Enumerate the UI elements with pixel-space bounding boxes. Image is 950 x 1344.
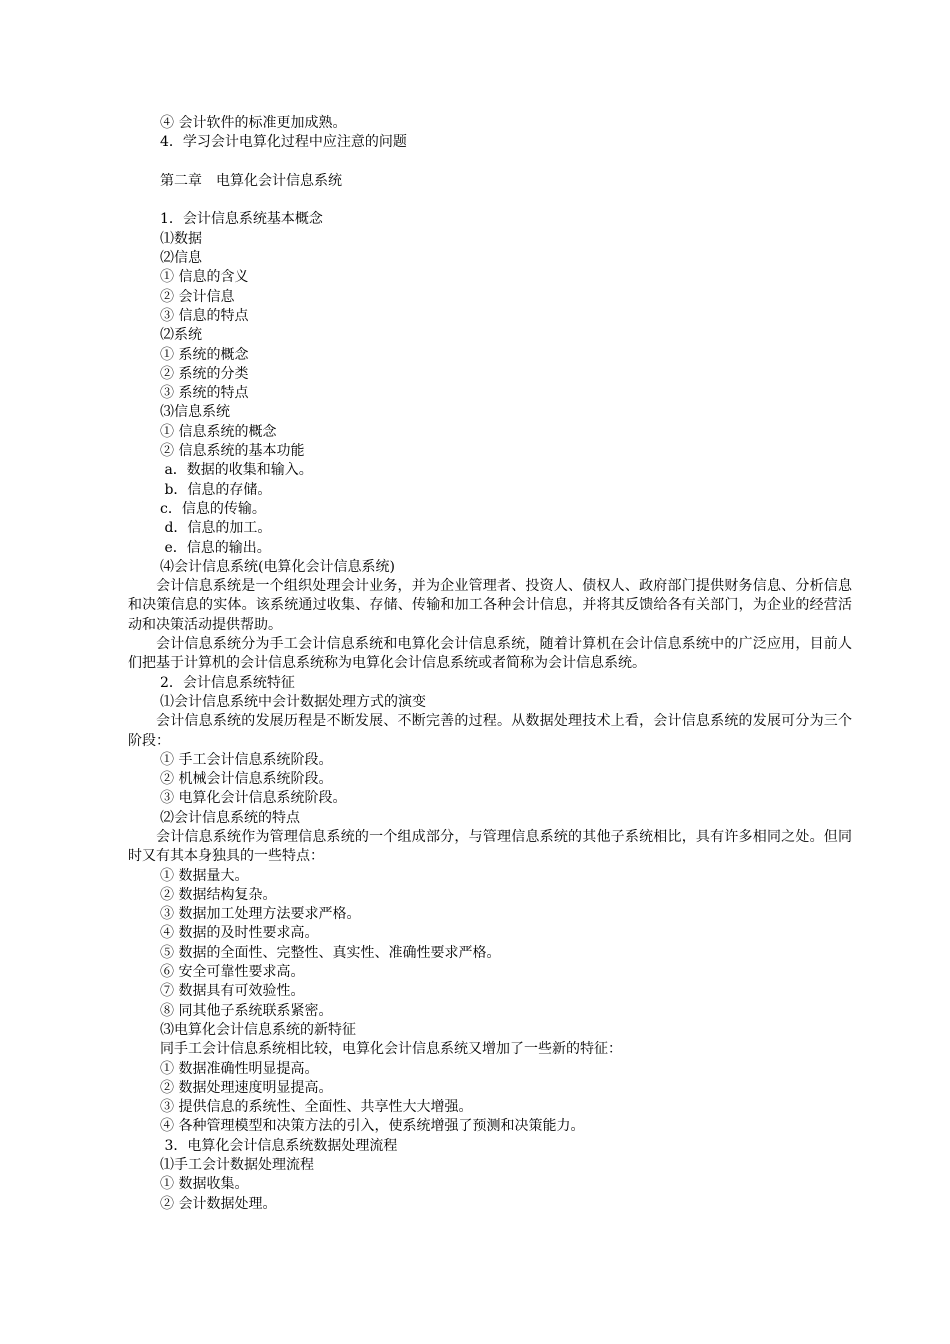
- text-line: 3．电算化会计信息系统数据处理流程: [160, 1137, 398, 1154]
- text-line: ② 会计信息: [160, 288, 235, 305]
- blank-line: [128, 191, 852, 210]
- text-line: ① 系统的概念: [160, 346, 249, 363]
- text-line: ② 会计数据处理。: [160, 1195, 277, 1212]
- text-line: ④ 各种管理模型和决策方法的引入，使系统增强了预测和决策能力。: [160, 1118, 585, 1135]
- paragraph: 会计信息系统的发展历程是不断发展、不断完善的过程。从数据处理技术上看，会计信息系统的发展可分为三个阶段：: [128, 713, 852, 749]
- text-line: ④ 数据的及时性要求高。: [160, 925, 319, 942]
- text-line: ② 机械会计信息系统阶段。: [160, 771, 333, 788]
- text-line: ③ 提供信息的系统性、全面性、共享性大大增强。: [160, 1099, 473, 1116]
- paragraph: 会计信息系统分为手工会计信息系统和电算化会计信息系统，随着计算机在会计信息系统中的广泛应用，目前人们把基于计算机的会计信息系统称为电算化会计信息系统或者简称为会计信息系统。: [128, 636, 852, 672]
- text-line: 同手工会计信息系统相比较，电算化会计信息系统又增加了一些新的特征：: [160, 1041, 622, 1058]
- text-line: 1．会计信息系统基本概念: [160, 211, 323, 228]
- text-line: ① 手工会计信息系统阶段。: [160, 751, 333, 768]
- document-body: [128, 114, 852, 1214]
- text-line: 4．学习会计电算化过程中应注意的问题: [160, 134, 407, 151]
- text-line: ① 数据收集。: [160, 1176, 249, 1193]
- text-line: b．信息的存储。: [160, 481, 272, 498]
- paragraph: 会计信息系统是一个组织处理会计业务，并为企业管理者、投资人、债权人、政府部门提供财务信息、分析信息和决策信息的实体。该系统通过收集、存储、传输和加工各种会计信息，并将其反馈给各有关部门，为企业的经营活动和决策活动提供帮助。: [128, 578, 852, 633]
- text-line: ③ 数据加工处理方法要求严格。: [160, 906, 361, 923]
- text-line: ⑷会计信息系统(电算化会计信息系统): [160, 558, 395, 575]
- text-line: ⑵会计信息系统的特点: [160, 809, 300, 826]
- text-line: e．信息的输出。: [160, 539, 271, 556]
- text-line: ⑵系统: [160, 327, 202, 344]
- text-line: ④ 会计软件的标准更加成熟。: [160, 115, 347, 131]
- text-line: ⑥ 安全可靠性要求高。: [160, 964, 305, 981]
- text-line: ⑴手工会计数据处理流程: [160, 1157, 314, 1174]
- text-line: ⑴会计信息系统中会计数据处理方式的演变: [160, 693, 426, 710]
- text-line: ① 数据量大。: [160, 867, 249, 884]
- text-line: ② 数据结构复杂。: [160, 886, 277, 903]
- text-line: d．信息的加工。: [160, 520, 272, 537]
- text-line: ⑶信息系统: [160, 404, 230, 421]
- text-line: ② 信息系统的基本功能: [160, 443, 305, 460]
- text-line: c．信息的传输。: [160, 500, 266, 517]
- paragraph: 会计信息系统作为管理信息系统的一个组成部分，与管理信息系统的其他子系统相比，具有许多相同之处。但同时又有其本身独具的一些特点：: [128, 828, 852, 865]
- text-line: a．数据的收集和输入。: [160, 462, 313, 479]
- text-line: ① 信息系统的概念: [160, 423, 277, 440]
- text-line: ⑶电算化会计信息系统的新特征: [160, 1021, 356, 1038]
- text-line: ③ 信息的特点: [160, 307, 249, 324]
- text-line: ③ 电算化会计信息系统阶段。: [160, 790, 347, 807]
- blank-line: [128, 153, 852, 172]
- text-line: ⑦ 数据具有可效验性。: [160, 983, 305, 1000]
- text-line: ② 数据处理速度明显提高。: [160, 1079, 333, 1096]
- text-line: ① 信息的含义: [160, 269, 249, 286]
- text-line: ① 数据准确性明显提高。: [160, 1060, 319, 1077]
- text-line: ⑴数据: [160, 230, 202, 247]
- text-line: 第二章 电算化会计信息系统: [160, 172, 342, 189]
- text-line: ⑧ 同其他子系统联系紧密。: [160, 1002, 333, 1019]
- text-line: 2．会计信息系统特征: [160, 674, 295, 691]
- text-line: ② 系统的分类: [160, 365, 249, 382]
- text-line: ⑵信息: [160, 250, 202, 267]
- text-line: ③ 系统的特点: [160, 385, 249, 402]
- text-line: ⑤ 数据的全面性、完整性、真实性、准确性要求严格。: [160, 944, 501, 961]
